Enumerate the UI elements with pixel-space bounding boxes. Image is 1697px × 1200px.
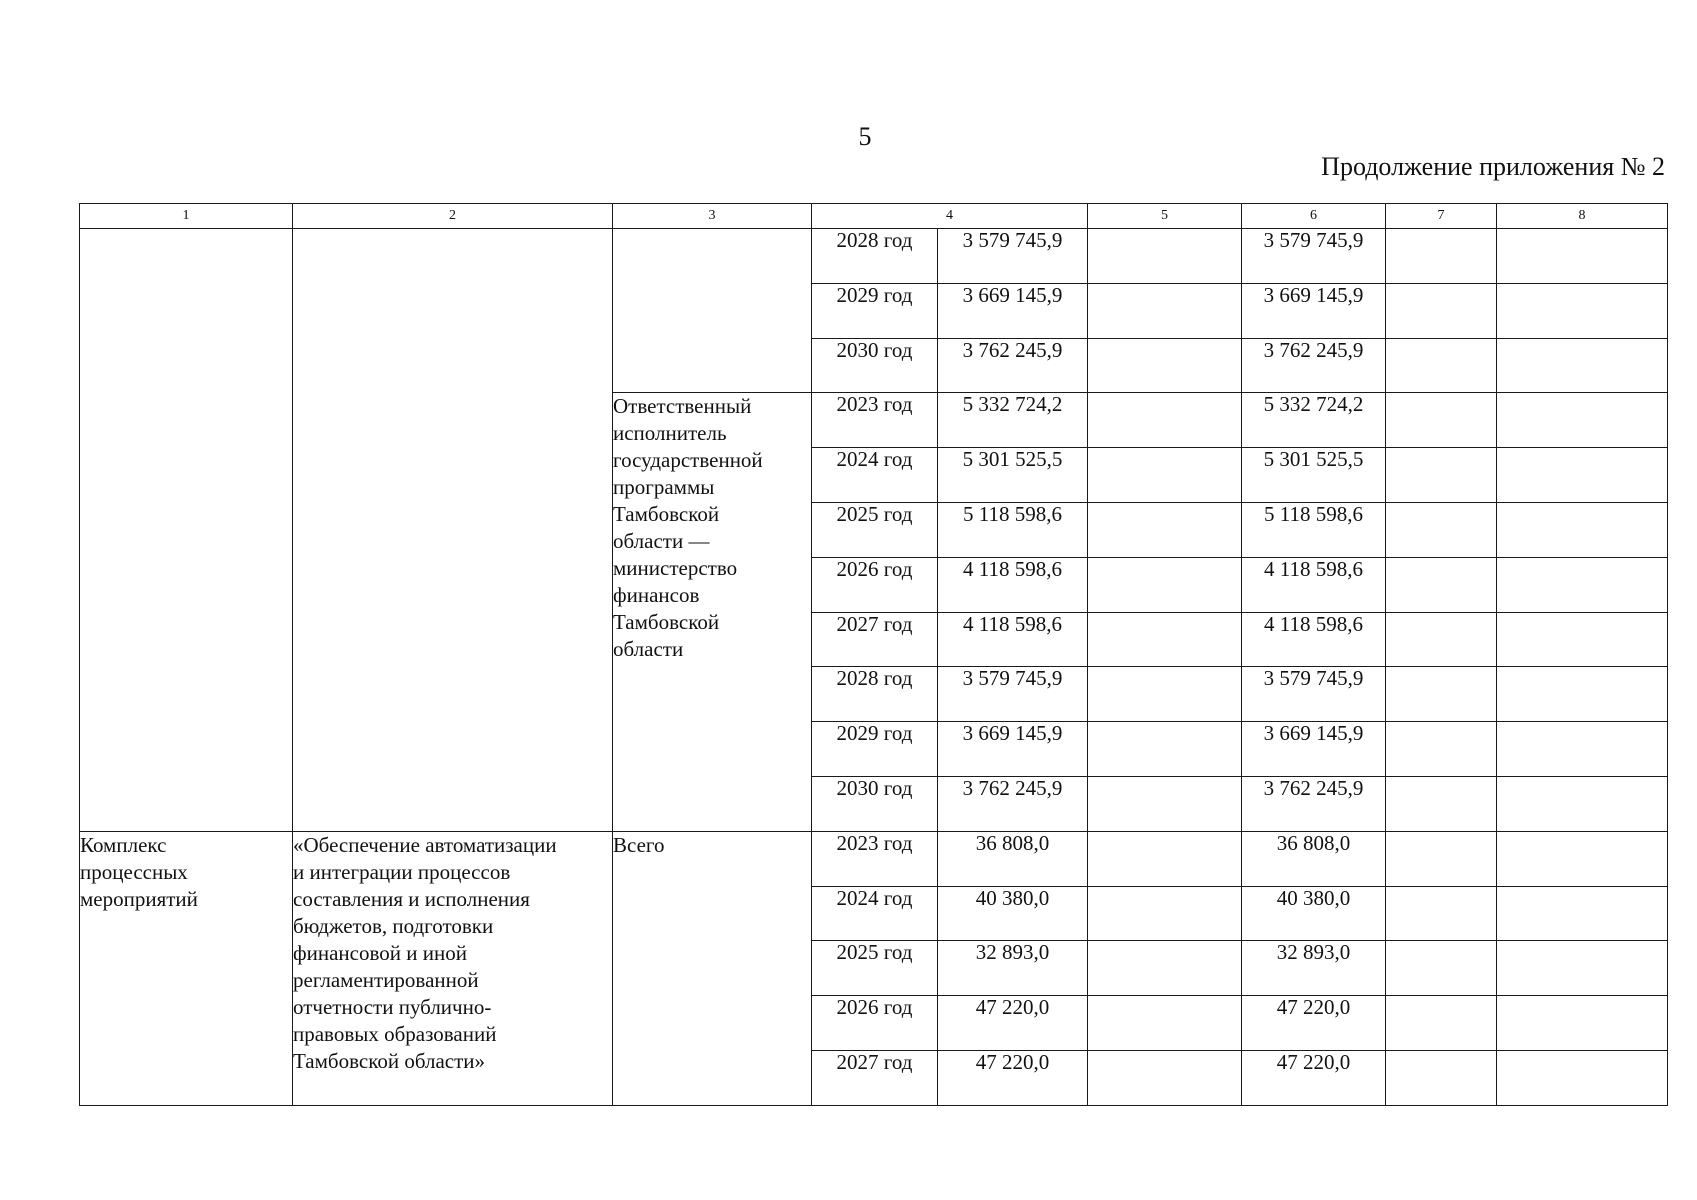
federal-cell bbox=[1088, 996, 1242, 1051]
col7-cell bbox=[1386, 1050, 1497, 1105]
col8-cell bbox=[1497, 996, 1668, 1051]
federal-cell bbox=[1088, 448, 1242, 503]
col8-cell bbox=[1497, 776, 1668, 831]
regional-cell: 47 220,0 bbox=[1242, 996, 1386, 1051]
col7-cell bbox=[1386, 448, 1497, 503]
type-cell-empty bbox=[80, 229, 293, 832]
year-cell: 2029 год bbox=[812, 283, 938, 338]
federal-cell bbox=[1088, 229, 1242, 284]
federal-cell bbox=[1088, 557, 1242, 612]
column-header: 4 bbox=[812, 204, 1088, 229]
year-cell: 2028 год bbox=[812, 229, 938, 284]
federal-cell bbox=[1088, 776, 1242, 831]
year-cell: 2023 год bbox=[812, 393, 938, 448]
col7-cell bbox=[1386, 886, 1497, 941]
col8-cell bbox=[1497, 502, 1668, 557]
col8-cell bbox=[1497, 229, 1668, 284]
col8-cell bbox=[1497, 283, 1668, 338]
year-cell: 2023 год bbox=[812, 831, 938, 886]
col8-cell bbox=[1497, 941, 1668, 996]
col8-cell bbox=[1497, 557, 1668, 612]
total-cell: 4 118 598,6 bbox=[938, 557, 1088, 612]
federal-cell bbox=[1088, 667, 1242, 722]
name-cell-empty bbox=[293, 229, 613, 832]
year-cell: 2027 год bbox=[812, 1050, 938, 1105]
year-cell: 2027 год bbox=[812, 612, 938, 667]
total-cell: 3 669 145,9 bbox=[938, 722, 1088, 777]
executor-cell-empty bbox=[613, 229, 812, 393]
col7-cell bbox=[1386, 996, 1497, 1051]
regional-cell: 36 808,0 bbox=[1242, 831, 1386, 886]
total-cell: 5 301 525,5 bbox=[938, 448, 1088, 503]
col7-cell bbox=[1386, 283, 1497, 338]
executor-cell: Ответственный исполнитель государственной программы Тамбовской области — министерство финансов Тамбовской области bbox=[613, 393, 812, 831]
year-cell: 2025 год bbox=[812, 941, 938, 996]
year-cell: 2030 год bbox=[812, 776, 938, 831]
col8-cell bbox=[1497, 393, 1668, 448]
col7-cell bbox=[1386, 557, 1497, 612]
total-cell: 47 220,0 bbox=[938, 996, 1088, 1051]
total-cell: 5 118 598,6 bbox=[938, 502, 1088, 557]
column-header: 5 bbox=[1088, 204, 1242, 229]
col8-cell bbox=[1497, 338, 1668, 393]
total-cell: 36 808,0 bbox=[938, 831, 1088, 886]
col7-cell bbox=[1386, 612, 1497, 667]
regional-cell: 4 118 598,6 bbox=[1242, 557, 1386, 612]
type-cell: Комплекс процессных мероприятий bbox=[80, 831, 293, 1105]
year-cell: 2025 год bbox=[812, 502, 938, 557]
page-number: 5 bbox=[858, 122, 872, 151]
total-cell: 5 332 724,2 bbox=[938, 393, 1088, 448]
federal-cell bbox=[1088, 502, 1242, 557]
regional-cell: 5 301 525,5 bbox=[1242, 448, 1386, 503]
regional-cell: 40 380,0 bbox=[1242, 886, 1386, 941]
total-cell: 4 118 598,6 bbox=[938, 612, 1088, 667]
federal-cell bbox=[1088, 941, 1242, 996]
column-header: 7 bbox=[1386, 204, 1497, 229]
column-number-row bbox=[80, 204, 1668, 229]
col7-cell bbox=[1386, 722, 1497, 777]
total-cell: 40 380,0 bbox=[938, 886, 1088, 941]
column-header: 2 bbox=[293, 204, 613, 229]
federal-cell bbox=[1088, 338, 1242, 393]
year-cell: 2024 год bbox=[812, 886, 938, 941]
federal-cell bbox=[1088, 722, 1242, 777]
col7-cell bbox=[1386, 667, 1497, 722]
federal-cell bbox=[1088, 283, 1242, 338]
regional-cell: 3 762 245,9 bbox=[1242, 776, 1386, 831]
regional-cell: 3 579 745,9 bbox=[1242, 229, 1386, 284]
funding-table bbox=[79, 203, 1668, 1106]
regional-cell: 47 220,0 bbox=[1242, 1050, 1386, 1105]
col7-cell bbox=[1386, 338, 1497, 393]
column-header: 3 bbox=[613, 204, 812, 229]
total-cell: 3 669 145,9 bbox=[938, 283, 1088, 338]
table-row bbox=[80, 831, 1668, 886]
column-header: 6 bbox=[1242, 204, 1386, 229]
year-cell: 2026 год bbox=[812, 557, 938, 612]
col8-cell bbox=[1497, 886, 1668, 941]
regional-cell: 3 762 245,9 bbox=[1242, 338, 1386, 393]
regional-cell: 4 118 598,6 bbox=[1242, 612, 1386, 667]
federal-cell bbox=[1088, 1050, 1242, 1105]
regional-cell: 3 669 145,9 bbox=[1242, 283, 1386, 338]
federal-cell bbox=[1088, 886, 1242, 941]
total-cell: 3 579 745,9 bbox=[938, 667, 1088, 722]
col7-cell bbox=[1386, 393, 1497, 448]
col7-cell bbox=[1386, 941, 1497, 996]
executor-cell: Всего bbox=[613, 831, 812, 1105]
col8-cell bbox=[1497, 1050, 1668, 1105]
col8-cell bbox=[1497, 448, 1668, 503]
name-cell: «Обеспечение автоматизации и интеграции процессов составления и исполнения бюджетов, подготовки финансовой и иной регламентированной отчетности публично- правовых образований Тамбовской области» bbox=[293, 831, 613, 1105]
year-cell: 2024 год bbox=[812, 448, 938, 503]
col7-cell bbox=[1386, 776, 1497, 831]
federal-cell bbox=[1088, 393, 1242, 448]
col7-cell bbox=[1386, 831, 1497, 886]
col7-cell bbox=[1386, 229, 1497, 284]
total-cell: 3 762 245,9 bbox=[938, 338, 1088, 393]
col8-cell bbox=[1497, 831, 1668, 886]
col8-cell bbox=[1497, 612, 1668, 667]
table-row bbox=[80, 229, 1668, 284]
col8-cell bbox=[1497, 722, 1668, 777]
year-cell: 2026 год bbox=[812, 996, 938, 1051]
regional-cell: 3 579 745,9 bbox=[1242, 667, 1386, 722]
federal-cell bbox=[1088, 831, 1242, 886]
regional-cell: 32 893,0 bbox=[1242, 941, 1386, 996]
total-cell: 3 579 745,9 bbox=[938, 229, 1088, 284]
regional-cell: 5 118 598,6 bbox=[1242, 502, 1386, 557]
column-header: 1 bbox=[80, 204, 293, 229]
col8-cell bbox=[1497, 667, 1668, 722]
year-cell: 2029 год bbox=[812, 722, 938, 777]
regional-cell: 3 669 145,9 bbox=[1242, 722, 1386, 777]
federal-cell bbox=[1088, 612, 1242, 667]
year-cell: 2028 год bbox=[812, 667, 938, 722]
regional-cell: 5 332 724,2 bbox=[1242, 393, 1386, 448]
column-header: 8 bbox=[1497, 204, 1668, 229]
appendix-continuation-title: Продолжение приложения № 2 bbox=[1321, 152, 1665, 181]
col7-cell bbox=[1386, 502, 1497, 557]
total-cell: 47 220,0 bbox=[938, 1050, 1088, 1105]
total-cell: 3 762 245,9 bbox=[938, 776, 1088, 831]
total-cell: 32 893,0 bbox=[938, 941, 1088, 996]
year-cell: 2030 год bbox=[812, 338, 938, 393]
